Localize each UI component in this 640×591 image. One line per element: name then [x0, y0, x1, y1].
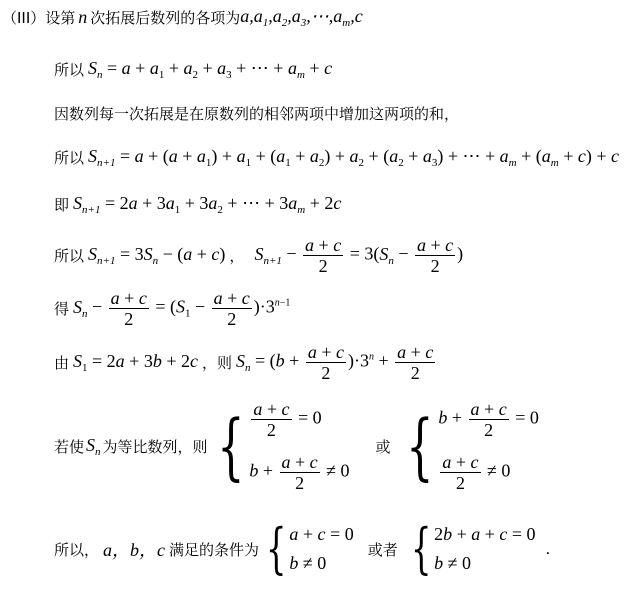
system-2: { b + $\frac{a + c}{2}$ = 0 $\frac{a + c}{2}$ ≠ 0: [405, 399, 539, 493]
or-text: 或: [375, 437, 391, 456]
part-label: （III）设第: [2, 9, 76, 27]
line-10-text: 满足的条件为: [169, 540, 260, 559]
brace-2: {: [405, 404, 434, 488]
line-9: [54, 400, 539, 492]
line-9-label: 若使: [54, 437, 85, 456]
line-2: [54, 58, 332, 81]
brace-4: {: [410, 517, 432, 580]
line-4: [54, 146, 619, 169]
var-sn: $S_n$: [86, 434, 101, 458]
line-9-text: 为等比数列，则: [102, 437, 208, 456]
line-10: [54, 517, 551, 580]
line-8-label: 由: [54, 354, 70, 372]
line-6: [54, 236, 463, 275]
line-2-label: 所以: [54, 61, 85, 79]
end-period: .: [545, 540, 551, 558]
line-5: [54, 193, 341, 216]
formula-sn-closed: $S_n = (b$ + $\frac{a + c}{2}$ )$\cdot 3^n$ + $\frac{a + c}{2}$: [236, 342, 434, 383]
line-8: [54, 343, 437, 382]
formula-geometric: $S_n$ − $\frac{a + c}{2}$ = ($S_1$ − $\frac{a + c}{2}$ )$\cdot 3^{n-1}$: [73, 288, 291, 329]
brace-3: {: [265, 517, 287, 580]
or-else-text: 或者: [367, 540, 398, 559]
line-5-label: 即: [54, 196, 70, 214]
brace-1: {: [216, 404, 245, 488]
line-10-label: 所以，: [54, 540, 100, 559]
formula-sn: $S_n = a + a_1 + a_2 + a_3$ + ⋯ + $a_m + c$: [88, 58, 333, 81]
line-6-label: 所以: [54, 247, 85, 265]
line-3: [54, 103, 459, 124]
formula-sn1-expand: $S_{n+1} = a + (a + a_1) + a_1 + (a_1 + a_2) + a_2 + (a_2 + a_3)$ + ⋯ + $a_m + (a_m + c) + c$: [88, 146, 620, 169]
line-1: [2, 6, 363, 29]
vars-abc: a，b，c: [103, 540, 166, 560]
formula-sn1-sum: $S_{n+1} = 2a + 3a_1 + 3a_2$ + ⋯ + $3a_m + 2c$: [73, 193, 342, 216]
line-4-label: 所以: [54, 149, 85, 167]
formula-recurrence: $S_{n+1} = 3S_n - (a + c)$: [88, 244, 226, 267]
formula-recurrence-shift: $S_{n+1}$ − $\frac{a + c}{2}$ = $3(S_n$ − $\frac{a + c}{2}$ ): [254, 235, 464, 276]
line-6-sep: ，: [229, 247, 245, 265]
line-3-text: 因数列每一次拓展是在原数列的相邻两项中增加这两项的和，: [54, 105, 460, 123]
sequence-terms: $a,a_1,a_2,a_3,\cdots,a_m,c$: [240, 6, 363, 29]
line-8-text: ，则: [201, 354, 232, 372]
line-7-label: 得: [54, 300, 70, 318]
line-7: [54, 289, 290, 328]
condition-2: { 2b + a + c = 0 b ≠ 0: [410, 517, 536, 580]
formula-s1: $S_1 = 2a + 3b + 2c$: [73, 351, 198, 374]
var-n: n: [78, 7, 88, 27]
line-1-text: 次拓展后数列的各项为: [90, 9, 241, 27]
condition-1: { a + c = 0 b ≠ 0: [265, 517, 354, 580]
system-1: { $\frac{a + c}{2}$ = 0 b + $\frac{a + c}{2}$ ≠ 0: [216, 399, 350, 493]
